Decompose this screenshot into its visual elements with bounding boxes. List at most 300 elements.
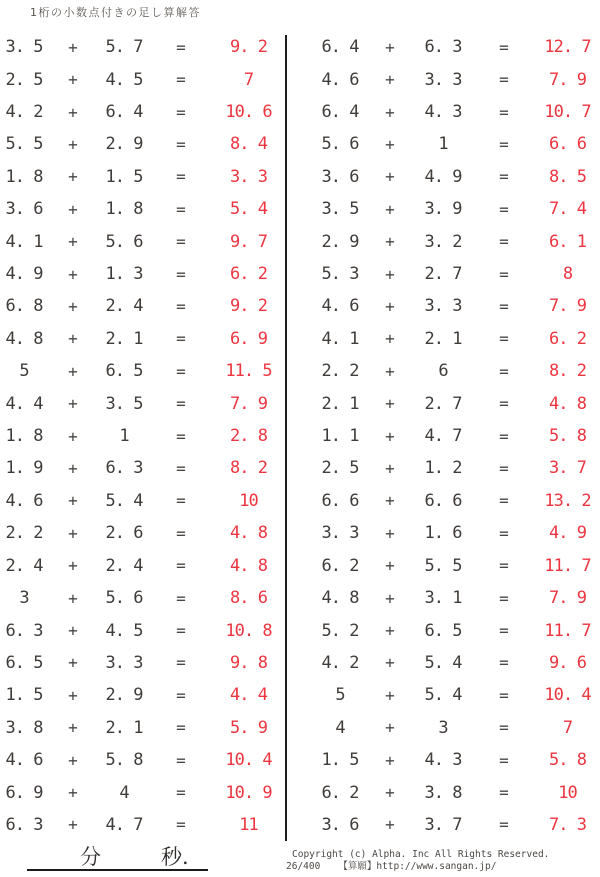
answer-value: 12. 7: [544, 37, 591, 58]
plus-operator: +: [385, 815, 395, 835]
operand-a: 5. 3: [321, 264, 359, 285]
operand-a: 3: [19, 588, 29, 609]
equals-sign: =: [499, 588, 509, 608]
equals-sign: =: [499, 37, 509, 57]
equals-sign: =: [499, 556, 509, 576]
problem-row: [313, 809, 600, 841]
equals-sign: =: [176, 329, 186, 349]
answer-value: 7. 4: [549, 199, 586, 220]
problems-column-right: [287, 31, 600, 841]
plus-operator: +: [385, 491, 395, 511]
plus-operator: +: [385, 329, 395, 349]
problem-row: [313, 776, 600, 808]
plus-operator: +: [68, 426, 78, 446]
operand-b: 3: [438, 717, 448, 738]
answer-value: 13. 2: [544, 490, 591, 511]
operand-b: 1: [438, 134, 448, 155]
answer-value: 5. 9: [230, 717, 267, 738]
page-number: 26/400: [286, 860, 321, 872]
operand-b: 4. 7: [424, 426, 462, 447]
operand-b: 1. 5: [105, 166, 143, 187]
equals-sign: =: [499, 783, 509, 803]
plus-operator: +: [385, 556, 395, 576]
answer-value: 7. 3: [549, 814, 586, 835]
operand-b: 3. 5: [105, 393, 143, 414]
problems-area: [0, 31, 600, 841]
answer-value: 9. 7: [230, 231, 267, 252]
operand-b: 1. 3: [105, 264, 143, 285]
problem-row: [313, 128, 600, 160]
plus-operator: +: [385, 653, 395, 673]
answer-value: 4. 8: [549, 393, 586, 414]
operand-b: 3. 8: [424, 782, 462, 803]
operand-a: 1. 5: [5, 685, 43, 706]
page-title: 1桁の小数点付きの足し算解答: [30, 6, 201, 19]
operand-a: 3. 6: [5, 199, 43, 220]
equals-sign: =: [176, 653, 186, 673]
equals-sign: =: [499, 70, 509, 90]
answer-value: 6. 2: [549, 328, 586, 349]
answer-value: 8. 2: [230, 458, 267, 479]
problem-row: [0, 258, 285, 290]
operand-a: 3. 5: [5, 37, 43, 58]
equals-sign: =: [176, 199, 186, 219]
problem-row: [0, 517, 285, 549]
footer-credits: [286, 849, 549, 872]
answer-value: 2. 8: [230, 426, 267, 447]
operand-b: 3. 2: [424, 231, 462, 252]
plus-operator: +: [68, 361, 78, 381]
equals-sign: =: [499, 394, 509, 414]
operand-a: 2. 9: [321, 231, 359, 252]
problem-row: [0, 193, 285, 225]
equals-sign: =: [176, 232, 186, 252]
equals-sign: =: [176, 556, 186, 576]
problem-row: [313, 614, 600, 646]
answer-value: 11. 7: [544, 620, 591, 641]
operand-a: 5: [19, 361, 29, 382]
equals-sign: =: [176, 296, 186, 316]
problem-row: [313, 355, 600, 387]
problem-row: [0, 355, 285, 387]
answer-value: 5. 8: [549, 750, 586, 771]
operand-a: 4. 4: [5, 393, 43, 414]
answer-value: 7. 9: [549, 296, 586, 317]
problem-row: [313, 517, 600, 549]
problem-row: [313, 712, 600, 744]
answer-value: 4. 8: [230, 555, 267, 576]
equals-sign: =: [499, 199, 509, 219]
plus-operator: +: [68, 750, 78, 770]
plus-operator: +: [68, 783, 78, 803]
plus-operator: +: [385, 588, 395, 608]
problem-row: [313, 485, 600, 517]
equals-sign: =: [176, 426, 186, 446]
operand-a: 4. 2: [321, 652, 359, 673]
problem-row: [313, 452, 600, 484]
operand-b: 2. 6: [105, 523, 143, 544]
equals-sign: =: [176, 361, 186, 381]
problem-row: [0, 63, 285, 95]
operand-b: 2. 4: [105, 555, 143, 576]
answer-value: 7. 9: [549, 69, 586, 90]
equals-sign: =: [499, 264, 509, 284]
operand-b: 6. 4: [105, 102, 143, 123]
answer-value: 4. 8: [230, 523, 267, 544]
equals-sign: =: [176, 750, 186, 770]
problem-row: [313, 550, 600, 582]
plus-operator: +: [68, 329, 78, 349]
operand-b: 6. 5: [105, 361, 143, 382]
plus-operator: +: [385, 264, 395, 284]
answer-value: 9. 2: [230, 37, 267, 58]
operand-b: 6. 6: [424, 490, 462, 511]
operand-a: 1. 9: [5, 458, 43, 479]
operand-a: 3. 8: [5, 717, 43, 738]
plus-operator: +: [68, 134, 78, 154]
operand-a: 4. 8: [321, 588, 359, 609]
operand-b: 3. 1: [424, 588, 462, 609]
plus-operator: +: [68, 523, 78, 543]
operand-b: 2. 1: [424, 328, 462, 349]
problem-row: [0, 290, 285, 322]
answer-value: 8. 2: [549, 361, 586, 382]
operand-b: 2. 9: [105, 134, 143, 155]
operand-b: 6: [438, 361, 448, 382]
operand-a: 6. 8: [5, 296, 43, 317]
operand-a: 2. 2: [321, 361, 359, 382]
equals-sign: =: [176, 37, 186, 57]
answer-value: 7. 9: [230, 393, 267, 414]
plus-operator: +: [385, 199, 395, 219]
answer-value: 4. 4: [230, 685, 267, 706]
operand-b: 5. 6: [105, 588, 143, 609]
operand-b: 3. 3: [424, 69, 462, 90]
operand-b: 1. 2: [424, 458, 462, 479]
operand-a: 4. 8: [5, 328, 43, 349]
operand-a: 2. 5: [321, 458, 359, 479]
equals-sign: =: [176, 102, 186, 122]
operand-a: 4. 2: [5, 102, 43, 123]
operand-b: 4. 7: [105, 814, 143, 835]
equals-sign: =: [499, 167, 509, 187]
problem-row: [0, 647, 285, 679]
site-url: 【算願】http://www.sangan.jp/: [338, 860, 497, 872]
answer-value: 11. 5: [225, 361, 272, 382]
answer-value: 5. 8: [549, 426, 586, 447]
equals-sign: =: [176, 458, 186, 478]
operand-a: 1. 8: [5, 166, 43, 187]
operand-b: 4. 5: [105, 620, 143, 641]
problem-row: [0, 161, 285, 193]
operand-a: 6. 4: [321, 102, 359, 123]
answer-value: 4. 9: [549, 523, 586, 544]
seconds-label: 秒.: [161, 845, 189, 869]
operand-a: 4. 6: [5, 490, 43, 511]
operand-b: 2. 1: [105, 717, 143, 738]
problem-row: [313, 290, 600, 322]
operand-b: 5. 5: [424, 555, 462, 576]
problem-row: [0, 225, 285, 257]
plus-operator: +: [68, 556, 78, 576]
plus-operator: +: [385, 232, 395, 252]
problem-row: [313, 679, 600, 711]
equals-sign: =: [176, 264, 186, 284]
plus-operator: +: [68, 394, 78, 414]
plus-operator: +: [385, 458, 395, 478]
operand-a: 3. 3: [321, 523, 359, 544]
plus-operator: +: [68, 815, 78, 835]
equals-sign: =: [499, 750, 509, 770]
equals-sign: =: [499, 718, 509, 738]
operand-a: 4. 6: [321, 296, 359, 317]
problem-row: [313, 258, 600, 290]
problem-row: [313, 31, 600, 63]
operand-a: 2. 5: [5, 69, 43, 90]
equals-sign: =: [499, 491, 509, 511]
plus-operator: +: [385, 361, 395, 381]
problem-row: [0, 809, 285, 841]
plus-operator: +: [68, 167, 78, 187]
equals-sign: =: [176, 685, 186, 705]
plus-operator: +: [385, 167, 395, 187]
operand-a: 2. 2: [5, 523, 43, 544]
problem-row: [0, 744, 285, 776]
problem-row: [313, 63, 600, 95]
operand-b: 6. 3: [105, 458, 143, 479]
problem-row: [313, 96, 600, 128]
operand-a: 2. 1: [321, 393, 359, 414]
answer-value: 10. 8: [225, 620, 272, 641]
operand-a: 6. 9: [5, 782, 43, 803]
equals-sign: =: [499, 232, 509, 252]
operand-a: 3. 6: [321, 814, 359, 835]
answer-value: 9. 6: [549, 652, 586, 673]
answer-value: 8. 4: [230, 134, 267, 155]
problem-row: [0, 420, 285, 452]
time-fill-in-line: [27, 842, 208, 871]
problem-row: [0, 679, 285, 711]
operand-a: 4. 1: [321, 328, 359, 349]
operand-b: 2. 7: [424, 393, 462, 414]
answer-value: 11: [239, 814, 258, 835]
operand-b: 1. 6: [424, 523, 462, 544]
operand-b: 5. 8: [105, 750, 143, 771]
plus-operator: +: [68, 102, 78, 122]
answer-value: 10: [239, 490, 258, 511]
problem-row: [313, 387, 600, 419]
answer-value: 9. 8: [230, 652, 267, 673]
operand-b: 1. 8: [105, 199, 143, 220]
operand-b: 4: [119, 782, 129, 803]
answer-value: 10. 4: [225, 750, 272, 771]
operand-b: 5. 4: [424, 685, 462, 706]
equals-sign: =: [176, 394, 186, 414]
plus-operator: +: [385, 523, 395, 543]
plus-operator: +: [68, 718, 78, 738]
answer-value: 3. 7: [549, 458, 586, 479]
plus-operator: +: [385, 750, 395, 770]
equals-sign: =: [176, 588, 186, 608]
problem-row: [313, 323, 600, 355]
equals-sign: =: [499, 458, 509, 478]
problem-row: [313, 582, 600, 614]
problem-row: [0, 128, 285, 160]
minutes-label: 分: [80, 845, 101, 869]
equals-sign: =: [499, 653, 509, 673]
operand-b: 2. 7: [424, 264, 462, 285]
problem-row: [0, 387, 285, 419]
problem-row: [0, 31, 285, 63]
operand-b: 2. 1: [105, 328, 143, 349]
operand-a: 4. 9: [5, 264, 43, 285]
operand-a: 2. 4: [5, 555, 43, 576]
answer-value: 10: [558, 782, 577, 803]
equals-sign: =: [499, 361, 509, 381]
equals-sign: =: [499, 102, 509, 122]
plus-operator: +: [68, 199, 78, 219]
plus-operator: +: [385, 621, 395, 641]
answer-value: 5. 4: [230, 199, 267, 220]
answer-value: 6. 9: [230, 328, 267, 349]
plus-operator: +: [385, 783, 395, 803]
equals-sign: =: [176, 491, 186, 511]
operand-b: 1: [119, 426, 129, 447]
operand-a: 4: [335, 717, 345, 738]
equals-sign: =: [176, 134, 186, 154]
answer-value: 10. 6: [225, 102, 272, 123]
operand-a: 6. 2: [321, 555, 359, 576]
problem-row: [313, 744, 600, 776]
answer-value: 8. 6: [230, 588, 267, 609]
plus-operator: +: [68, 588, 78, 608]
answer-value: 8: [562, 264, 573, 285]
equals-sign: =: [176, 70, 186, 90]
problem-row: [0, 485, 285, 517]
operand-a: 5. 6: [321, 134, 359, 155]
operand-a: 6. 5: [5, 652, 43, 673]
operand-a: 1. 8: [5, 426, 43, 447]
equals-sign: =: [176, 718, 186, 738]
plus-operator: +: [68, 37, 78, 57]
equals-sign: =: [499, 296, 509, 316]
plus-operator: +: [385, 394, 395, 414]
equals-sign: =: [176, 167, 186, 187]
equals-sign: =: [499, 523, 509, 543]
operand-b: 6. 5: [424, 620, 462, 641]
problem-row: [0, 582, 285, 614]
problem-row: [313, 225, 600, 257]
answer-value: 7. 9: [549, 588, 586, 609]
equals-sign: =: [499, 621, 509, 641]
problem-row: [313, 420, 600, 452]
plus-operator: +: [68, 653, 78, 673]
equals-sign: =: [176, 621, 186, 641]
problem-row: [0, 776, 285, 808]
plus-operator: +: [385, 102, 395, 122]
operand-a: 6. 4: [321, 37, 359, 58]
operand-b: 4. 9: [424, 166, 462, 187]
problem-row: [313, 647, 600, 679]
operand-a: 4. 1: [5, 231, 43, 252]
plus-operator: +: [385, 296, 395, 316]
operand-b: 3. 3: [105, 652, 143, 673]
operand-a: 5: [335, 685, 345, 706]
operand-b: 3. 3: [424, 296, 462, 317]
answer-value: 3. 3: [230, 166, 267, 187]
problem-row: [313, 193, 600, 225]
plus-operator: +: [68, 264, 78, 284]
operand-b: 2. 4: [105, 296, 143, 317]
problems-column-left: [0, 31, 285, 841]
operand-b: 5. 7: [105, 37, 143, 58]
operand-a: 6. 3: [5, 814, 43, 835]
answer-value: 10. 9: [225, 782, 272, 803]
problem-row: [0, 550, 285, 582]
operand-b: 6. 3: [424, 37, 462, 58]
operand-a: 4. 6: [321, 69, 359, 90]
answer-value: 6. 2: [230, 264, 267, 285]
plus-operator: +: [68, 491, 78, 511]
problem-row: [0, 96, 285, 128]
plus-operator: +: [385, 134, 395, 154]
operand-b: 4. 3: [424, 750, 462, 771]
operand-a: 3. 6: [321, 166, 359, 187]
operand-b: 2. 9: [105, 685, 143, 706]
operand-b: 4. 3: [424, 102, 462, 123]
plus-operator: +: [68, 232, 78, 252]
plus-operator: +: [385, 70, 395, 90]
operand-a: 5. 2: [321, 620, 359, 641]
answer-value: 6. 6: [549, 134, 586, 155]
problem-row: [313, 161, 600, 193]
equals-sign: =: [499, 685, 509, 705]
plus-operator: +: [385, 426, 395, 446]
operand-a: 5. 5: [5, 134, 43, 155]
equals-sign: =: [176, 523, 186, 543]
operand-b: 5. 6: [105, 231, 143, 252]
plus-operator: +: [385, 718, 395, 738]
answer-value: 9. 2: [230, 296, 267, 317]
problem-row: [0, 452, 285, 484]
plus-operator: +: [68, 70, 78, 90]
operand-a: 4. 6: [5, 750, 43, 771]
plus-operator: +: [68, 621, 78, 641]
plus-operator: +: [68, 685, 78, 705]
operand-a: 1. 1: [321, 426, 359, 447]
problem-row: [0, 614, 285, 646]
answer-value: 7: [243, 69, 254, 90]
plus-operator: +: [385, 685, 395, 705]
operand-b: 5. 4: [424, 652, 462, 673]
operand-b: 3. 9: [424, 199, 462, 220]
copyright-text: Copyright (c) Alpha. Inc All Rights Reserved.: [292, 849, 550, 860]
plus-operator: +: [68, 296, 78, 316]
equals-sign: =: [499, 329, 509, 349]
plus-operator: +: [68, 458, 78, 478]
answer-value: 10. 7: [544, 102, 591, 123]
answer-value: 11. 7: [544, 555, 591, 576]
equals-sign: =: [499, 815, 509, 835]
operand-b: 5. 4: [105, 490, 143, 511]
operand-a: 6. 2: [321, 782, 359, 803]
equals-sign: =: [499, 134, 509, 154]
answer-value: 7: [562, 717, 573, 738]
operand-a: 6. 6: [321, 490, 359, 511]
problem-row: [0, 712, 285, 744]
operand-a: 3. 5: [321, 199, 359, 220]
equals-sign: =: [499, 426, 509, 446]
